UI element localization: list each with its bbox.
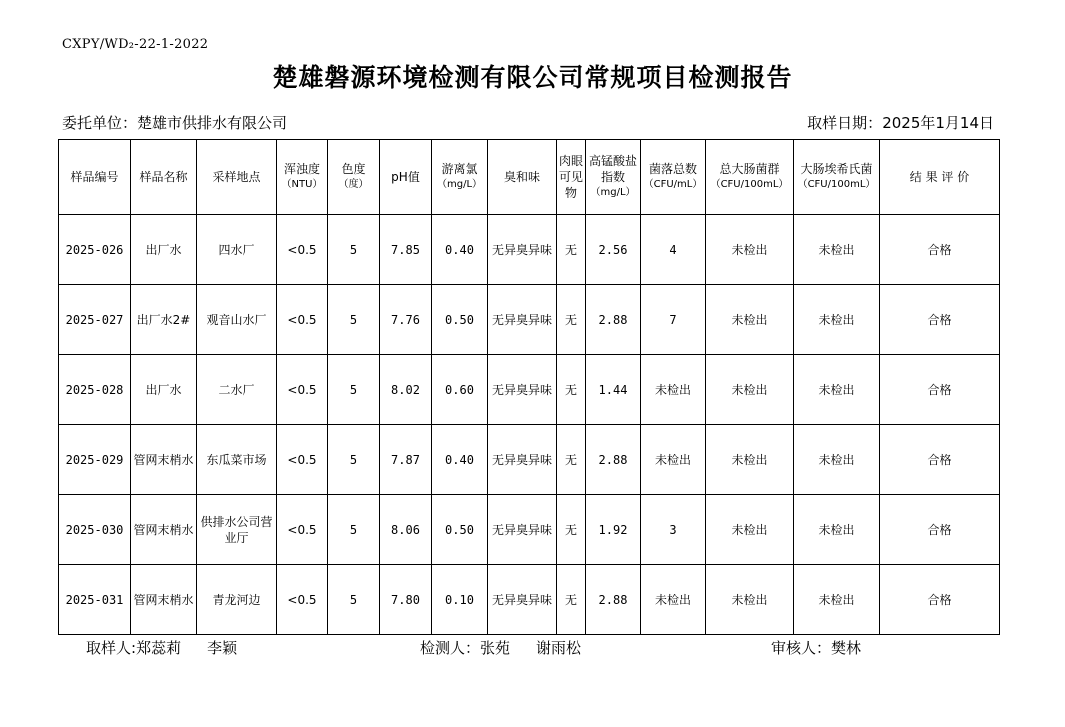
cell-ecoli: 未检出 bbox=[794, 495, 880, 565]
header-chlorine-unit: （mg/L） bbox=[436, 179, 483, 190]
cell-ph: 7.85 bbox=[380, 215, 432, 285]
cell-color: 5 bbox=[328, 565, 380, 635]
cell-visible: 无 bbox=[557, 425, 586, 495]
table-row bbox=[59, 495, 1000, 565]
cell-turbidity: <0.5 bbox=[277, 565, 328, 635]
cell-odor: 无异臭异味 bbox=[488, 565, 557, 635]
table-header-row bbox=[59, 140, 1000, 215]
cell-visible: 无 bbox=[557, 215, 586, 285]
cell-color: 5 bbox=[328, 425, 380, 495]
client-label: 委托单位： bbox=[62, 114, 138, 132]
cell-ecoli: 未检出 bbox=[794, 355, 880, 425]
header-color-label: 色度 bbox=[341, 162, 366, 176]
cell-location: 二水厂 bbox=[197, 355, 277, 425]
header-visible: 肉眼可见物 bbox=[557, 140, 586, 215]
cell-color: 5 bbox=[328, 495, 380, 565]
header-color bbox=[328, 140, 380, 215]
cell-coliform: 未检出 bbox=[706, 355, 794, 425]
header-ecoli-unit: （CFU/100mL） bbox=[797, 179, 876, 190]
cell-odor: 无异臭异味 bbox=[488, 355, 557, 425]
header-location: 采样地点 bbox=[197, 140, 277, 215]
cell-coliform: 未检出 bbox=[706, 565, 794, 635]
cell-permanganate: 2.88 bbox=[586, 285, 641, 355]
cell-visible: 无 bbox=[557, 285, 586, 355]
cell-result: 合格 bbox=[880, 425, 1000, 495]
cell-location: 四水厂 bbox=[197, 215, 277, 285]
client-value: 楚雄市供排水有限公司 bbox=[137, 114, 288, 132]
header-chlorine-label: 游离氯 bbox=[441, 162, 478, 176]
cell-sample-name: 出厂水2# bbox=[131, 285, 197, 355]
cell-sample-name: 出厂水 bbox=[131, 355, 197, 425]
cell-permanganate: 2.88 bbox=[586, 565, 641, 635]
sampler-name-1: 郑蕊莉 bbox=[136, 639, 182, 657]
cell-location: 观音山水厂 bbox=[197, 285, 277, 355]
cell-chlorine: 0.50 bbox=[432, 495, 488, 565]
table-row bbox=[59, 215, 1000, 285]
cell-odor: 无异臭异味 bbox=[488, 285, 557, 355]
tester-label: 检测人： bbox=[420, 639, 481, 657]
cell-ph: 8.02 bbox=[380, 355, 432, 425]
header-color-unit: （度） bbox=[338, 179, 369, 190]
cell-location: 东瓜菜市场 bbox=[197, 425, 277, 495]
cell-permanganate: 1.44 bbox=[586, 355, 641, 425]
sampler-name-2: 李颖 bbox=[207, 639, 238, 657]
cell-visible: 无 bbox=[557, 495, 586, 565]
header-colony-label: 菌落总数 bbox=[648, 162, 697, 176]
client-unit bbox=[62, 112, 287, 133]
header-colony-unit: （CFU/mL） bbox=[643, 179, 703, 190]
cell-chlorine: 0.40 bbox=[432, 215, 488, 285]
cell-sample-no: 2025-031 bbox=[59, 565, 131, 635]
cell-odor: 无异臭异味 bbox=[488, 495, 557, 565]
cell-ph: 8.06 bbox=[380, 495, 432, 565]
header-coliform-unit: （CFU/100mL） bbox=[710, 179, 789, 190]
cell-coliform: 未检出 bbox=[706, 495, 794, 565]
cell-location: 青龙河边 bbox=[197, 565, 277, 635]
cell-ecoli: 未检出 bbox=[794, 565, 880, 635]
cell-coliform: 未检出 bbox=[706, 285, 794, 355]
tester-signoff bbox=[420, 637, 581, 658]
header-ecoli-label: 大肠埃希氏菌 bbox=[800, 162, 873, 176]
report-title: 楚雄磐源环境检测有限公司常规项目检测报告 bbox=[272, 63, 793, 92]
cell-colony: 未检出 bbox=[641, 425, 706, 495]
sampler-signoff bbox=[86, 637, 237, 658]
header-sample-no: 样品编号 bbox=[59, 140, 131, 215]
report-table bbox=[58, 139, 1000, 635]
header-sample-name: 样品名称 bbox=[131, 140, 197, 215]
header-permanganate-unit: （mg/L） bbox=[590, 187, 636, 198]
cell-ecoli: 未检出 bbox=[794, 215, 880, 285]
cell-ecoli: 未检出 bbox=[794, 425, 880, 495]
cell-sample-name: 出厂水 bbox=[131, 215, 197, 285]
table-row bbox=[59, 285, 1000, 355]
header-turbidity-label: 浑浊度 bbox=[283, 162, 320, 176]
cell-visible: 无 bbox=[557, 565, 586, 635]
cell-sample-no: 2025-026 bbox=[59, 215, 131, 285]
cell-visible: 无 bbox=[557, 355, 586, 425]
cell-colony: 7 bbox=[641, 285, 706, 355]
reviewer-name-1: 樊林 bbox=[831, 639, 862, 657]
cell-result: 合格 bbox=[880, 355, 1000, 425]
table-row bbox=[59, 425, 1000, 495]
cell-odor: 无异臭异味 bbox=[488, 425, 557, 495]
cell-turbidity: <0.5 bbox=[277, 495, 328, 565]
cell-chlorine: 0.40 bbox=[432, 425, 488, 495]
cell-sample-no: 2025-027 bbox=[59, 285, 131, 355]
cell-sample-name: 管网末梢水 bbox=[131, 495, 197, 565]
cell-sample-no: 2025-028 bbox=[59, 355, 131, 425]
cell-coliform: 未检出 bbox=[706, 215, 794, 285]
header-odor: 臭和味 bbox=[488, 140, 557, 215]
cell-colony: 4 bbox=[641, 215, 706, 285]
cell-turbidity: <0.5 bbox=[277, 285, 328, 355]
cell-permanganate: 1.92 bbox=[586, 495, 641, 565]
tester-name-1: 张苑 bbox=[480, 639, 511, 657]
header-ecoli bbox=[794, 140, 880, 215]
header-turbidity bbox=[277, 140, 328, 215]
cell-result: 合格 bbox=[880, 495, 1000, 565]
cell-colony: 3 bbox=[641, 495, 706, 565]
sampler-label: 取样人: bbox=[86, 639, 137, 657]
document-code: CXPY/WD₂-22-1-2022 bbox=[62, 37, 209, 52]
cell-color: 5 bbox=[328, 215, 380, 285]
cell-color: 5 bbox=[328, 285, 380, 355]
cell-color: 5 bbox=[328, 355, 380, 425]
header-permanganate bbox=[586, 140, 641, 215]
header-ph: pH值 bbox=[380, 140, 432, 215]
header-colony bbox=[641, 140, 706, 215]
header-chlorine bbox=[432, 140, 488, 215]
cell-sample-name: 管网末梢水 bbox=[131, 425, 197, 495]
cell-permanganate: 2.56 bbox=[586, 215, 641, 285]
cell-ph: 7.76 bbox=[380, 285, 432, 355]
header-coliform-label: 总大肠菌群 bbox=[719, 162, 780, 176]
cell-colony: 未检出 bbox=[641, 565, 706, 635]
cell-chlorine: 0.10 bbox=[432, 565, 488, 635]
cell-ph: 7.87 bbox=[380, 425, 432, 495]
cell-turbidity: <0.5 bbox=[277, 425, 328, 495]
header-coliform bbox=[706, 140, 794, 215]
tester-name-2: 谢雨松 bbox=[536, 639, 582, 657]
header-permanganate-label: 高锰酸盐指数 bbox=[588, 154, 637, 184]
cell-sample-no: 2025-030 bbox=[59, 495, 131, 565]
reviewer-label: 审核人： bbox=[771, 639, 832, 657]
sample-date-value: 2025年1月14日 bbox=[882, 114, 994, 132]
cell-chlorine: 0.60 bbox=[432, 355, 488, 425]
reviewer-signoff bbox=[771, 637, 861, 658]
cell-turbidity: <0.5 bbox=[277, 355, 328, 425]
cell-sample-no: 2025-029 bbox=[59, 425, 131, 495]
cell-odor: 无异臭异味 bbox=[488, 215, 557, 285]
cell-ecoli: 未检出 bbox=[794, 285, 880, 355]
cell-chlorine: 0.50 bbox=[432, 285, 488, 355]
cell-location: 供排水公司营业厅 bbox=[197, 495, 277, 565]
cell-sample-name: 管网末梢水 bbox=[131, 565, 197, 635]
cell-result: 合格 bbox=[880, 215, 1000, 285]
sample-date bbox=[807, 112, 994, 133]
cell-result: 合格 bbox=[880, 565, 1000, 635]
table-row bbox=[59, 565, 1000, 635]
sample-date-label: 取样日期： bbox=[807, 114, 883, 132]
cell-ph: 7.80 bbox=[380, 565, 432, 635]
cell-colony: 未检出 bbox=[641, 355, 706, 425]
table-row bbox=[59, 355, 1000, 425]
header-turbidity-unit: （NTU） bbox=[281, 179, 323, 190]
cell-permanganate: 2.88 bbox=[586, 425, 641, 495]
header-result: 结 果 评 价 bbox=[880, 140, 1000, 215]
cell-result: 合格 bbox=[880, 285, 1000, 355]
cell-coliform: 未检出 bbox=[706, 425, 794, 495]
cell-turbidity: <0.5 bbox=[277, 215, 328, 285]
